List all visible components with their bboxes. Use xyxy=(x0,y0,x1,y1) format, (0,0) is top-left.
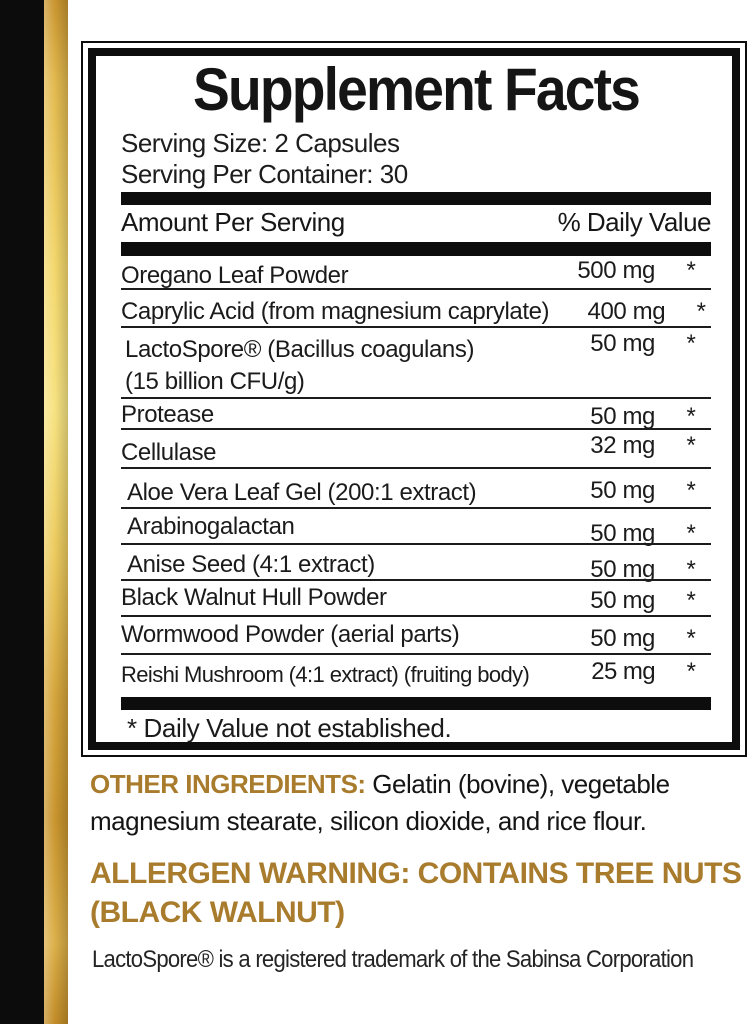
daily-value-asterisk: * xyxy=(686,587,696,614)
table-row xyxy=(121,509,711,545)
ingredient-amount: 50 mg xyxy=(590,625,655,652)
divider-bar-top xyxy=(121,192,711,205)
other-ingredients-text-line1: Gelatin (bovine), vegetable xyxy=(365,769,670,799)
amount-per-serving-header: Amount Per Serving xyxy=(121,207,345,237)
ingredient-amount: 400 mg xyxy=(587,298,666,325)
daily-value-asterisk: * xyxy=(686,432,696,459)
daily-value-asterisk: * xyxy=(686,257,696,284)
table-row xyxy=(121,399,711,430)
panel-title: Supplement Facts xyxy=(193,56,639,123)
ingredient-name: Aloe Vera Leaf Gel (200:1 extract) xyxy=(127,479,477,506)
ingredient-amount: 500 mg xyxy=(577,257,655,284)
ingredient-name: Black Walnut Hull Powder xyxy=(121,584,387,611)
daily-value-asterisk: * xyxy=(686,520,696,547)
ingredient-amount: 50 mg xyxy=(590,587,655,614)
ingredient-name: LactoSpore® (Bacillus coagulans) (15 billion CFU/g) xyxy=(125,336,475,395)
ingredient-amount: 50 mg xyxy=(590,520,655,547)
label-edge-black-bar xyxy=(0,0,44,1024)
daily-value-header: % Daily Value xyxy=(557,207,711,237)
daily-value-asterisk: * xyxy=(686,658,696,685)
daily-value-asterisk: * xyxy=(696,298,706,325)
supplement-facts-panel xyxy=(81,41,747,757)
daily-value-asterisk: * xyxy=(686,403,696,430)
table-row xyxy=(121,617,711,655)
trademark-note: LactoSpore® is a registered trademark of the Sabinsa Corporation xyxy=(92,946,694,973)
other-ingredients-label: OTHER INGREDIENTS: xyxy=(90,769,366,799)
ingredient-amount: 50 mg xyxy=(590,556,655,583)
servings-per-container: Serving Per Container: 30 xyxy=(121,159,408,189)
other-ingredients-text-line2: magnesium stearate, silicon dioxide, and rice flour. xyxy=(90,806,647,836)
allergen-warning-line1: ALLERGEN WARNING: CONTAINS TREE NUTS xyxy=(90,857,742,890)
ingredient-amount: 32 mg xyxy=(590,432,655,459)
ingredient-amount: 50 mg xyxy=(590,330,655,357)
daily-value-asterisk: * xyxy=(686,556,696,583)
allergen-warning xyxy=(90,854,750,932)
ingredient-name: Reishi Mushroom (4:1 extract) (fruiting body) xyxy=(121,662,530,687)
table-row xyxy=(121,328,711,399)
ingredient-name: Arabinogalactan xyxy=(127,513,295,540)
ingredient-name: Oregano Leaf Powder xyxy=(121,262,349,289)
table-row xyxy=(121,290,711,328)
daily-value-asterisk: * xyxy=(686,477,696,504)
ingredient-table xyxy=(121,256,711,689)
daily-value-asterisk: * xyxy=(686,330,696,357)
other-ingredients-paragraph xyxy=(90,766,748,840)
ingredient-amount: 50 mg xyxy=(590,477,655,504)
supplement-facts-border xyxy=(88,48,740,750)
table-header xyxy=(121,207,711,238)
daily-value-footnote: * Daily Value not established. xyxy=(127,713,452,743)
table-row xyxy=(121,545,711,581)
allergen-warning-line2: (BLACK WALNUT) xyxy=(90,896,345,929)
ingredient-amount: 50 mg xyxy=(590,403,655,430)
table-row xyxy=(121,430,711,469)
ingredient-name: Wormwood Powder (aerial parts) xyxy=(121,621,460,648)
ingredient-name: Anise Seed (4:1 extract) xyxy=(127,551,375,578)
ingredient-name: Protease xyxy=(121,401,214,428)
daily-value-asterisk: * xyxy=(686,625,696,652)
ingredient-name: Cellulase xyxy=(121,439,217,466)
divider-bar-bottom xyxy=(121,697,711,710)
table-row xyxy=(121,469,711,509)
table-row xyxy=(121,581,711,617)
divider-bar-header xyxy=(121,242,711,256)
ingredient-amount: 25 mg xyxy=(591,658,655,685)
table-row xyxy=(121,655,711,689)
table-row xyxy=(121,256,711,290)
label-edge-gold-stripe xyxy=(44,0,68,1024)
serving-size: Serving Size: 2 Capsules xyxy=(121,128,400,158)
ingredient-name: Caprylic Acid (from magnesium caprylate) xyxy=(121,298,550,325)
